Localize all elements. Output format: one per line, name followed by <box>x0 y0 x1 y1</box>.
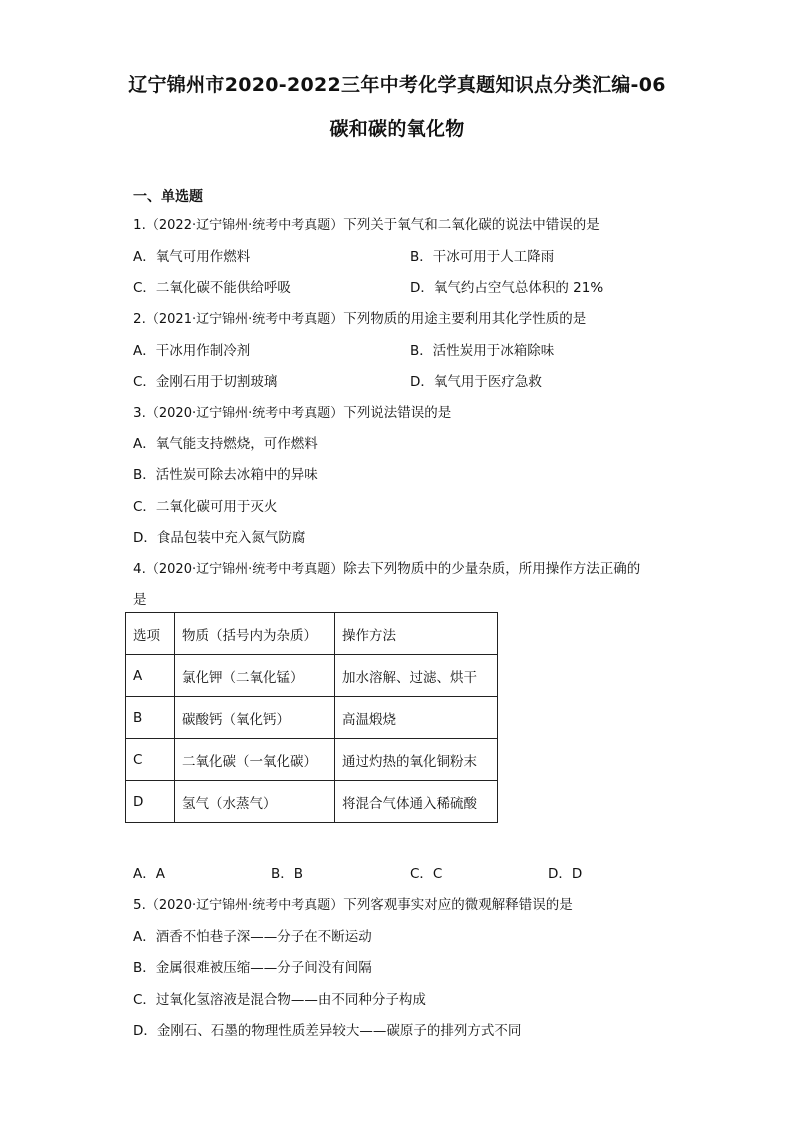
question-2 <box>133 307 586 327</box>
question-source: （2021·辽宁锦州·统考中考真题） <box>145 312 344 327</box>
option-d: D．金刚石、石墨的物理性质差异较大——碳原子的排列方式不同 <box>133 1023 522 1039</box>
question-4 <box>133 557 640 577</box>
table-cell: 氢气（水蒸气） <box>175 781 335 823</box>
question-stem: 下列关于氧气和二氧化碳的说法中错误的是 <box>343 217 600 233</box>
question-stem-continuation: 是 <box>133 592 147 608</box>
option-d: D．D <box>548 866 583 882</box>
question-stem: 下列客观事实对应的微观解释错误的是 <box>343 897 573 913</box>
question-stem: 下列说法错误的是 <box>343 405 452 421</box>
option-d: D．食品包装中充入氮气防腐 <box>133 530 306 546</box>
question-3 <box>133 401 451 421</box>
table-header-cell: 选项 <box>126 613 175 655</box>
table-header-row <box>126 613 498 655</box>
question-number: 5. <box>133 897 146 913</box>
question-source: （2020·辽宁锦州·统考中考真题） <box>145 406 344 421</box>
option-c: C．C <box>410 866 443 882</box>
option-a: A．酒香不怕巷子深——分子在不断运动 <box>133 929 372 945</box>
table-row <box>126 655 498 697</box>
table-cell: A <box>126 655 175 697</box>
option-b: B．活性炭可除去冰箱中的异味 <box>133 467 318 483</box>
question-stem: 除去下列物质中的少量杂质，所用操作方法正确的 <box>343 561 641 577</box>
question-1 <box>133 213 600 233</box>
option-c: C．过氧化氢溶液是混合物——由不同种分子构成 <box>133 992 426 1008</box>
table-cell: B <box>126 697 175 739</box>
option-b: B．活性炭用于冰箱除味 <box>410 343 555 359</box>
option-a: A．氧气可用作燃料 <box>133 249 251 265</box>
option-d: D．氧气用于医疗急救 <box>410 374 542 390</box>
table-cell: C <box>126 739 175 781</box>
option-c: C．二氧化碳可用于灭火 <box>133 499 278 515</box>
question-number: 2. <box>133 311 146 327</box>
options-table <box>125 612 498 823</box>
table-cell: 二氧化碳（一氧化碳） <box>175 739 335 781</box>
table-header-cell: 操作方法 <box>335 613 498 655</box>
table-cell: 将混合气体通入稀硫酸 <box>335 781 498 823</box>
table-cell: D <box>126 781 175 823</box>
option-b: B．金属很难被压缩——分子间没有间隔 <box>133 960 372 976</box>
question-source: （2020·辽宁锦州·统考中考真题） <box>145 898 344 913</box>
question-number: 4. <box>133 561 146 577</box>
question-stem: 下列物质的用途主要利用其化学性质的是 <box>343 311 587 327</box>
option-c: C．二氧化碳不能供给呼吸 <box>133 280 291 296</box>
option-a: A．氧气能支持燃烧，可作燃料 <box>133 436 318 452</box>
option-a: A．干冰用作制冷剂 <box>133 343 251 359</box>
table-cell: 氯化钾（二氧化锰） <box>175 655 335 697</box>
table-cell: 加水溶解、过滤、烘干 <box>335 655 498 697</box>
option-b: B．干冰可用于人工降雨 <box>410 249 555 265</box>
option-c: C．金刚石用于切割玻璃 <box>133 374 278 390</box>
section-heading: 一、单选题 <box>133 189 203 205</box>
table-cell: 碳酸钙（氧化钙） <box>175 697 335 739</box>
table-row <box>126 781 498 823</box>
option-a: A．A <box>133 866 165 882</box>
question-5 <box>133 893 573 913</box>
table-row <box>126 697 498 739</box>
document-title: 辽宁锦州市2020-2022三年中考化学真题知识点分类汇编-06 <box>128 74 666 96</box>
question-source: （2022·辽宁锦州·统考中考真题） <box>145 218 344 233</box>
question-number: 3. <box>133 405 146 421</box>
question-number: 1. <box>133 217 146 233</box>
document-subtitle: 碳和碳的氧化物 <box>329 118 465 140</box>
option-d: D．氧气约占空气总体积的 21% <box>410 280 604 296</box>
option-b: B．B <box>271 866 304 882</box>
question-source: （2020·辽宁锦州·统考中考真题） <box>145 562 344 577</box>
table-cell: 通过灼热的氧化铜粉末 <box>335 739 498 781</box>
table-header-cell: 物质（括号内为杂质） <box>175 613 335 655</box>
table-row <box>126 739 498 781</box>
table-cell: 高温煅烧 <box>335 697 498 739</box>
